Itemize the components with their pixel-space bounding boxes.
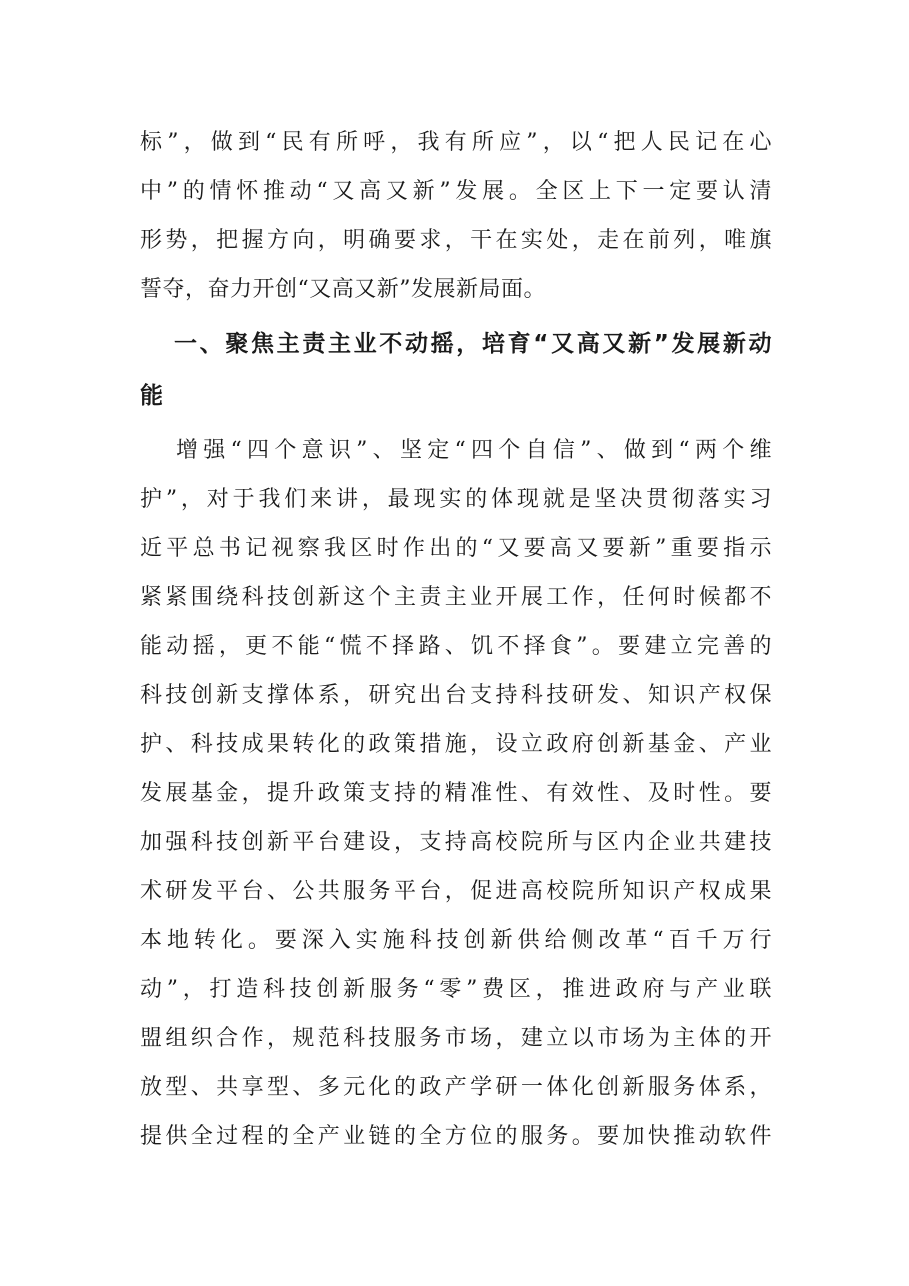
heading-line: 一、聚焦主责主业不动摇，培育“又高又新”发展新动 — [174, 331, 772, 357]
text-line: 护”，对于我们来讲，最现实的体现就是坚决贯彻落实习 — [140, 487, 772, 512]
text-line: 术研发平台、公共服务平台，促进高校院所知识产权成果 — [140, 879, 772, 904]
text-line: 增强“四个意识”、坚定“四个自信”、做到“两个维 — [176, 438, 772, 463]
text-line: 加强科技创新平台建设，支持高校院所与区内企业共建技 — [140, 830, 772, 855]
text-line: 发展基金，提升政策支持的精准性、有效性、及时性。要 — [140, 781, 772, 806]
text-line: 近平总书记视察我区时作出的“又要高又要新”重要指示 — [140, 536, 772, 561]
text-line: 提供全过程的全产业链的全方位的服务。要加快推动软件 — [140, 1124, 772, 1149]
text-line: 誓夺，奋力开创“又高又新”发展新局面。 — [140, 277, 546, 302]
text-line: 护、科技成果转化的政策措施，设立政府创新基金、产业 — [140, 732, 772, 757]
text-line: 标”，做到“民有所呼，我有所应”，以“把人民记在心 — [140, 130, 772, 155]
text-line: 能动摇，更不能“慌不择路、饥不择食”。要建立完善的 — [140, 634, 772, 659]
paragraph — [140, 118, 772, 314]
text-line: 本地转化。要深入实施科技创新供给侧改革“百千万行 — [140, 928, 772, 953]
paragraph — [140, 426, 772, 1161]
text-line: 中”的情怀推动“又高又新”发展。全区上下一定要认清 — [140, 179, 772, 204]
text-line: 盟组织合作，规范科技服务市场，建立以市场为主体的开 — [140, 1026, 772, 1051]
text-line: 紧紧围绕科技创新这个主责主业开展工作，任何时候都不 — [140, 585, 772, 610]
text-line: 形势，把握方向，明确要求，干在实处，走在前列，唯旗 — [140, 228, 772, 253]
text-line: 放型、共享型、多元化的政产学研一体化创新服务体系， — [140, 1075, 772, 1100]
text-line: 动”，打造科技创新服务“零”费区，推进政府与产业联 — [140, 977, 772, 1002]
text-line: 科技创新支撑体系，研究出台支持科技研发、知识产权保 — [140, 683, 772, 708]
heading-line: 能 — [140, 383, 164, 409]
section-heading — [140, 318, 772, 422]
